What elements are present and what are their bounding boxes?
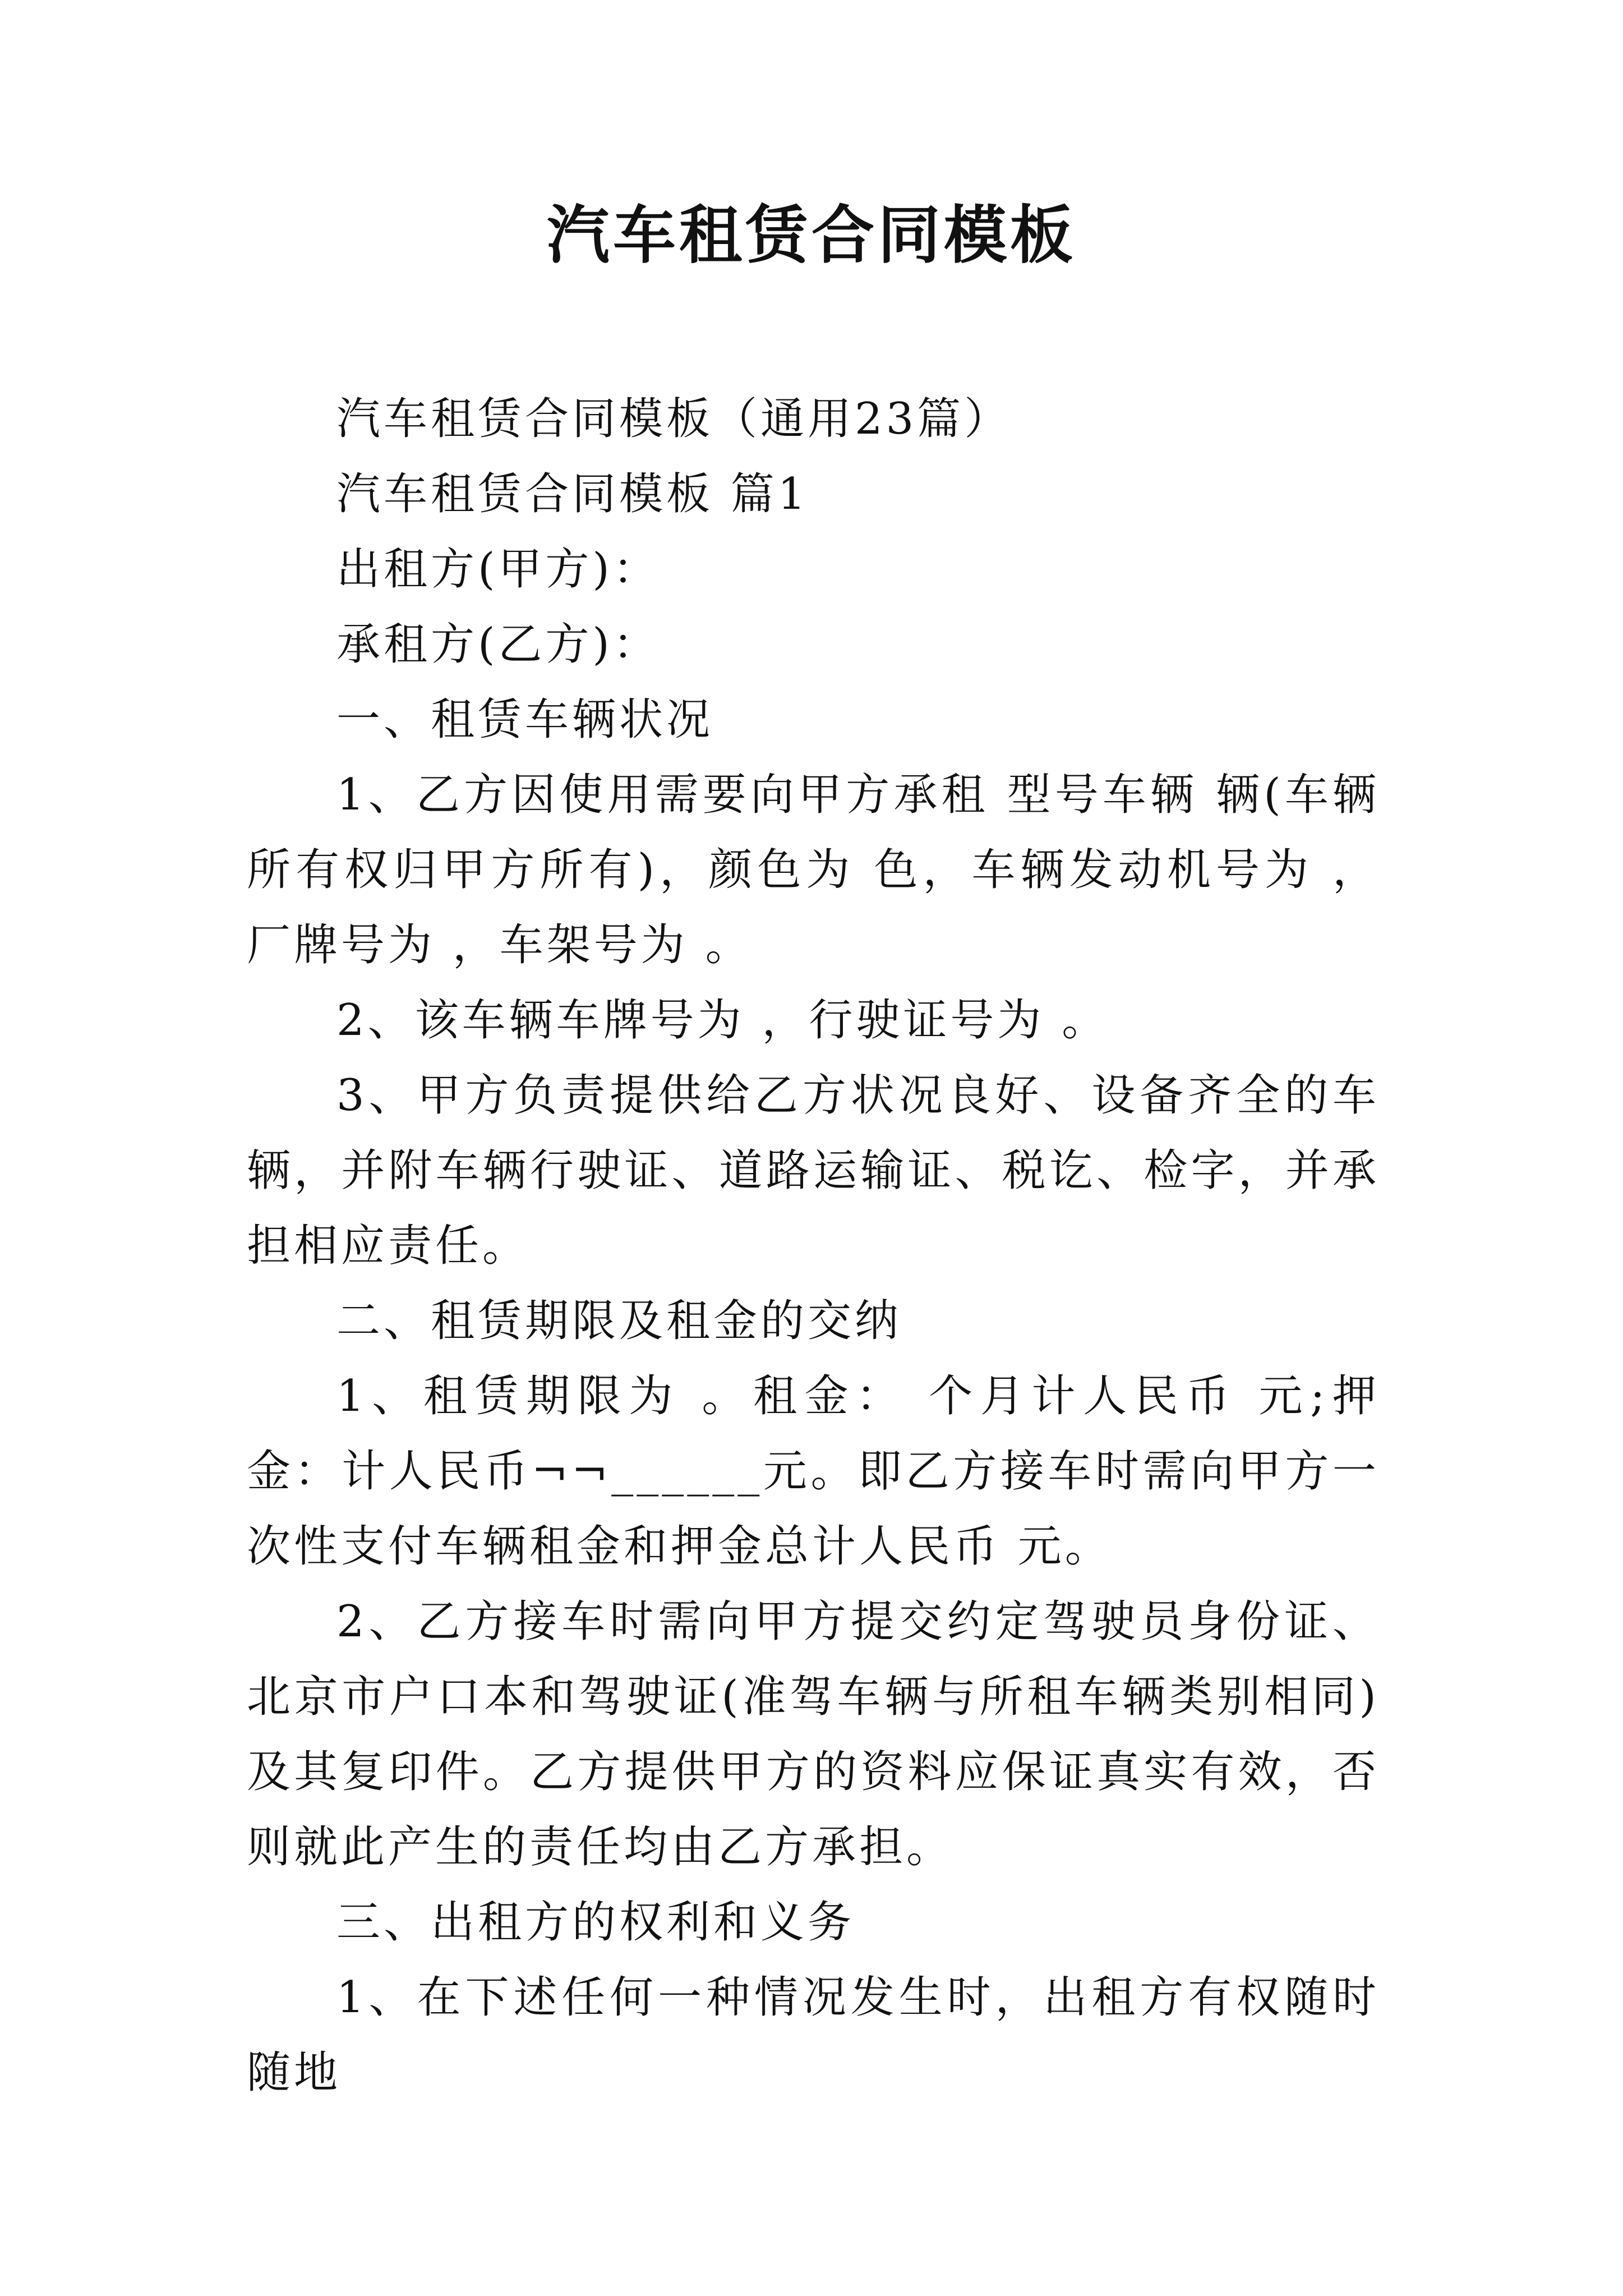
paragraph-section-title: 汽车租赁合同模板 篇1 bbox=[336, 469, 809, 519]
clause-1-3: 3、甲方负责提供给乙方状况良好、设备齐全的车辆，并附车辆行驶证、道路运输证、税讫、检字，并承担相应责任。 bbox=[247, 1070, 1380, 1271]
clause-2-2: 2、乙方接车时需向甲方提交约定驾驶员身份证、北京市户口本和驾驶证(准驾车辆与所租车辆类别相同)及其复印件。乙方提供甲方的资料应保证真实有效，否则就此产生的责任均由乙方承担。 bbox=[247, 1596, 1380, 1872]
heading-vehicle-status: 一、租赁车辆状况 bbox=[336, 694, 714, 745]
clause-2-1: 1、租赁期限为 。租金： 个月计人民币 元;押金：计人民币¬¬______元。即乙方接车时需向甲方一次性支付车辆租金和押金总计人民币 元。 bbox=[247, 1371, 1380, 1572]
heading-lessor-rights: 三、出租方的权利和义务 bbox=[336, 1897, 855, 1948]
paragraph-collection-title: 汽车租赁合同模板（通用23篇） bbox=[336, 394, 1012, 444]
document-title: 汽车租赁合同模板 bbox=[547, 199, 1076, 272]
heading-lease-term-rent: 二、租赁期限及租金的交纳 bbox=[336, 1296, 902, 1346]
clause-3-1: 1、在下述任何一种情况发生时，出租方有权随时随地 bbox=[247, 1972, 1380, 2098]
paragraph-lessee: 承租方(乙方)： bbox=[336, 619, 660, 670]
clause-1-2: 2、该车辆车牌号为 ，行驶证号为 。 bbox=[336, 995, 1109, 1046]
clause-1-1: 1、乙方因使用需要向甲方承租 型号车辆 辆(车辆所有权归甲方所有)，颜色为 色，车辆发动机号为 ，厂牌号为 ，车架号为 。 bbox=[247, 770, 1380, 970]
paragraph-lessor: 出租方(甲方)： bbox=[336, 544, 660, 595]
document-body bbox=[247, 381, 1380, 2110]
